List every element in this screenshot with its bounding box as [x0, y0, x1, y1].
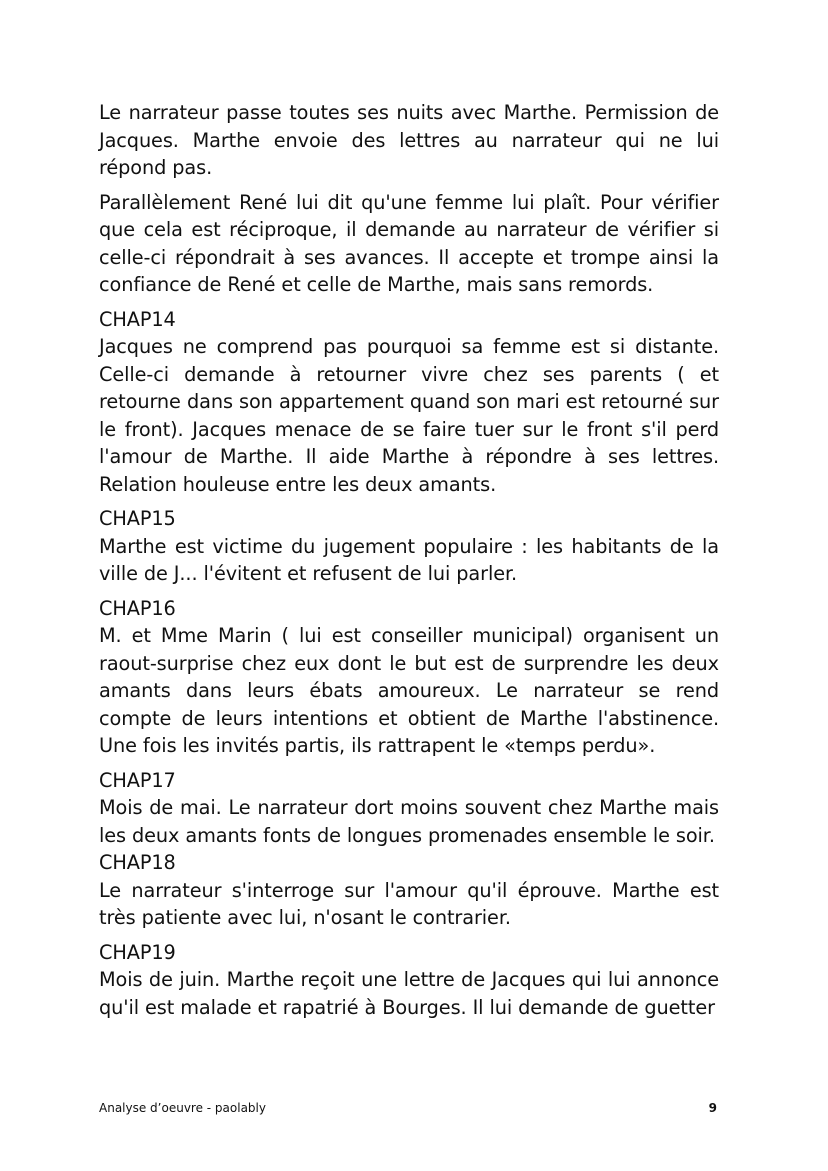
- paragraph: Le narrateur passe toutes ses nuits avec Marthe. Permission de Jacques. Marthe envoie des lettres au narrateur qui ne lui répond pas.: [99, 101, 719, 179]
- paragraph: M. et Mme Marin ( lui est conseiller municipal) organisent un raout-surprise chez eux dont le but est de surprendre les deux amants dans leurs ébats amoureux. Le narrateur se rend compte de leurs intentions et obtient de Marthe l'abstinence. Une fois les invités partis, ils rattrapent le «temps perdu».: [99, 624, 719, 757]
- paragraph: Parallèlement René lui dit qu'une femme lui plaît. Pour vérifier que cela est réciproque, il demande au narrateur de vérifier si celle-ci répondrait à ses avances. Il accepte et trompe ainsi la confiance de René et celle de Marthe, mais sans remords.: [99, 190, 719, 296]
- chapter-heading: CHAP16: [99, 596, 176, 620]
- page-number: 9: [708, 1101, 717, 1115]
- chapter-heading: CHAP17: [99, 768, 176, 792]
- chapter-heading: CHAP18: [99, 851, 176, 874]
- page-footer: [99, 1101, 717, 1115]
- chapter-heading: CHAP19: [99, 940, 176, 964]
- paragraph: Le narrateur s'interroge sur l'amour qu'il éprouve. Marthe est très patiente avec lui, n'osant le contrarier.: [99, 878, 719, 929]
- paragraph: Jacques ne comprend pas pourquoi sa femme est si distante. Celle-ci demande à retourner vivre chez ses parents ( et retourne dans son appartement quand son mari est retourné sur le front). Jacques menace de se faire tuer sur le front s'il perd l'amour de Marthe. Il aide Marthe à répondre à ses lettres. Relation houleuse entre les deux amants.: [99, 335, 719, 496]
- chapter-heading: CHAP14: [99, 307, 176, 331]
- document-body: [99, 99, 719, 1028]
- chapter-heading: CHAP15: [99, 507, 176, 530]
- paragraph: Mois de mai. Le narrateur dort moins souvent chez Marthe mais les deux amants fonts de longues promenades ensemble le soir.: [99, 796, 719, 847]
- paragraph: Mois de juin. Marthe reçoit une lettre de Jacques qui lui annonce qu'il est malade et rapatrié à Bourges. Il lui demande de guetter: [99, 968, 719, 1019]
- footer-title: Analyse d’oeuvre - paolably: [99, 1101, 266, 1115]
- paragraph: Marthe est victime du jugement populaire : les habitants de la ville de J... l'évitent et refusent de lui parler.: [99, 534, 719, 585]
